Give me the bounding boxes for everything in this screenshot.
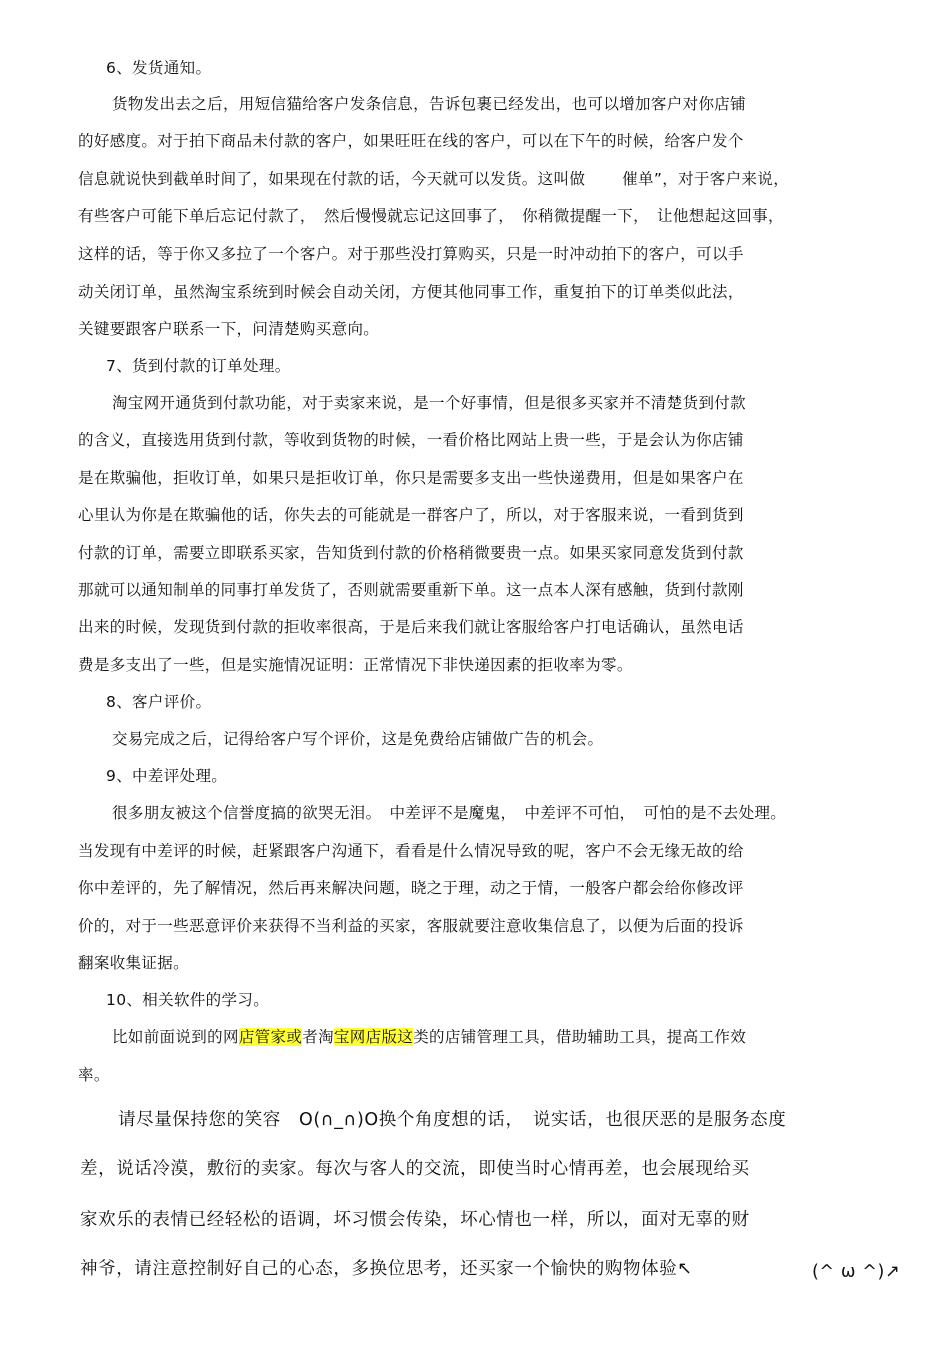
paragraph-line: 很多朋友被这个信誉度搞的欲哭无泪。 中差评不是魔鬼， 中差评不可怕， 可怕的是不去处理。 [112, 804, 787, 822]
section-6-heading: 6、发货通知。 [106, 59, 212, 77]
paragraph-line: 价的，对于一些恶意评价来获得不当利益的买家，客服就要注意收集信息了，以便为后面的投诉 [78, 917, 744, 935]
paragraph-line: 交易完成之后，记得给客户写个评价，这是免费给店铺做广告的机会。 [112, 730, 604, 748]
paragraph-line: 付款的订单，需要立即联系买家，告知货到付款的价格稍微要贵一点。如果买家同意发货到付款 [78, 544, 744, 562]
paragraph-line-with-highlights [112, 1027, 746, 1047]
closing-line: 请尽量保持您的笑容 O(∩_∩)O换个角度想的话， 说实话，也很厌恶的是服务态度 [118, 1110, 787, 1130]
closing-last-text: 神爷，请注意控制好自己的心态，多换位思考，还买家一个愉快的购物体验↖ [80, 1259, 693, 1279]
highlighted-text: 店管家或 [238, 1028, 303, 1046]
paragraph-line: 率。 [78, 1066, 110, 1084]
text-segment: 者淘 [302, 1028, 334, 1046]
paragraph-line: 信息就说快到截单时间了，如果现在付款的话，今天就可以发货。这叫做 催单”，对于客户来说， [78, 170, 790, 188]
paragraph-line: 淘宝网开通货到付款功能，对于卖家来说，是一个好事情，但是很多买家并不清楚货到付款 [112, 394, 747, 412]
highlighted-text: 宝网店版这 [333, 1028, 414, 1046]
section-9-heading: 9、中差评处理。 [106, 767, 228, 785]
paragraph-line: 当发现有中差评的时候，赶紧跟客户沟通下，看看是什么情况导致的呢，客户不会无缘无故的给 [78, 842, 744, 860]
paragraph-line: 的好感度。对于拍下商品未付款的客户，如果旺旺在线的客户，可以在下午的时候，给客户发个 [78, 132, 744, 150]
closing-line [80, 1257, 693, 1281]
paragraph-line: 是在欺骗他，拒收订单，如果只是拒收订单，你只是需要多支出一些快递费用，但是如果客户在 [78, 469, 744, 487]
paragraph-line: 你中差评的，先了解情况，然后再来解决问题，晓之于理，动之于情，一般客户都会给你修改评 [78, 879, 744, 897]
section-7-heading: 7、货到付款的订单处理。 [106, 357, 291, 375]
text-segment: 类的店铺管理工具，借助辅助工具，提高工作效 [413, 1028, 747, 1046]
paragraph-line: 这样的话，等于你又多拉了一个客户。对于那些没打算购买，只是一时冲动拍下的客户，可以手 [78, 245, 744, 263]
paragraph-line: 货物发出去之后，用短信猫给客户发条信息，告诉包裹已经发出，也可以增加客户对你店铺 [112, 95, 747, 113]
section-10-heading: 10、相关软件的学习。 [106, 991, 270, 1009]
section-8-heading: 8、客户评价。 [106, 693, 212, 711]
paragraph-line: 那就可以通知制单的同事打单发货了，否则就需要重新下单。这一点本人深有感触，货到付款刚 [78, 581, 744, 599]
paragraph-line: 翻案收集证据。 [78, 954, 189, 972]
paragraph-line: 关键要跟客户联系一下，问清楚购买意向。 [78, 320, 380, 338]
paragraph-line: 动关闭订单，虽然淘宝系统到时候会自动关闭，方便其他同事工作，重复拍下的订单类似此法， [78, 283, 744, 301]
paragraph-line: 有些客户可能下单后忘记付款了， 然后慢慢就忘记这回事了， 你稍微提醒一下， 让他想起这回事， [78, 207, 784, 225]
paragraph-line: 的含义，直接选用货到付款，等收到货物的时候，一看价格比网站上贵一些，于是会认为你店铺 [78, 431, 744, 449]
paragraph-line: 出来的时候，发现货到付款的拒收率很高，于是后来我们就让客服给客户打电话确认，虽然电话 [78, 618, 744, 636]
paragraph-line: 费是多支出了一些，但是实施情况证明：正常情况下非快递因素的拒收率为零。 [78, 656, 633, 674]
closing-line: 差，说话冷漠，敷衍的卖家。每次与客人的交流，即使当时心情再差，也会展现给买 [80, 1159, 750, 1179]
closing-line: 家欢乐的表情已经轻松的语调，坏习惯会传染，坏心情也一样，所以，面对无辜的财 [80, 1210, 750, 1230]
paragraph-line: 心里认为你是在欺骗他的话，你失去的可能就是一群客户了，所以，对于客服来说，一看到货到 [78, 506, 744, 524]
text-segment: 比如前面说到的网 [112, 1028, 239, 1046]
emoticon-text: (^ ω ^)↗ [812, 1262, 901, 1282]
